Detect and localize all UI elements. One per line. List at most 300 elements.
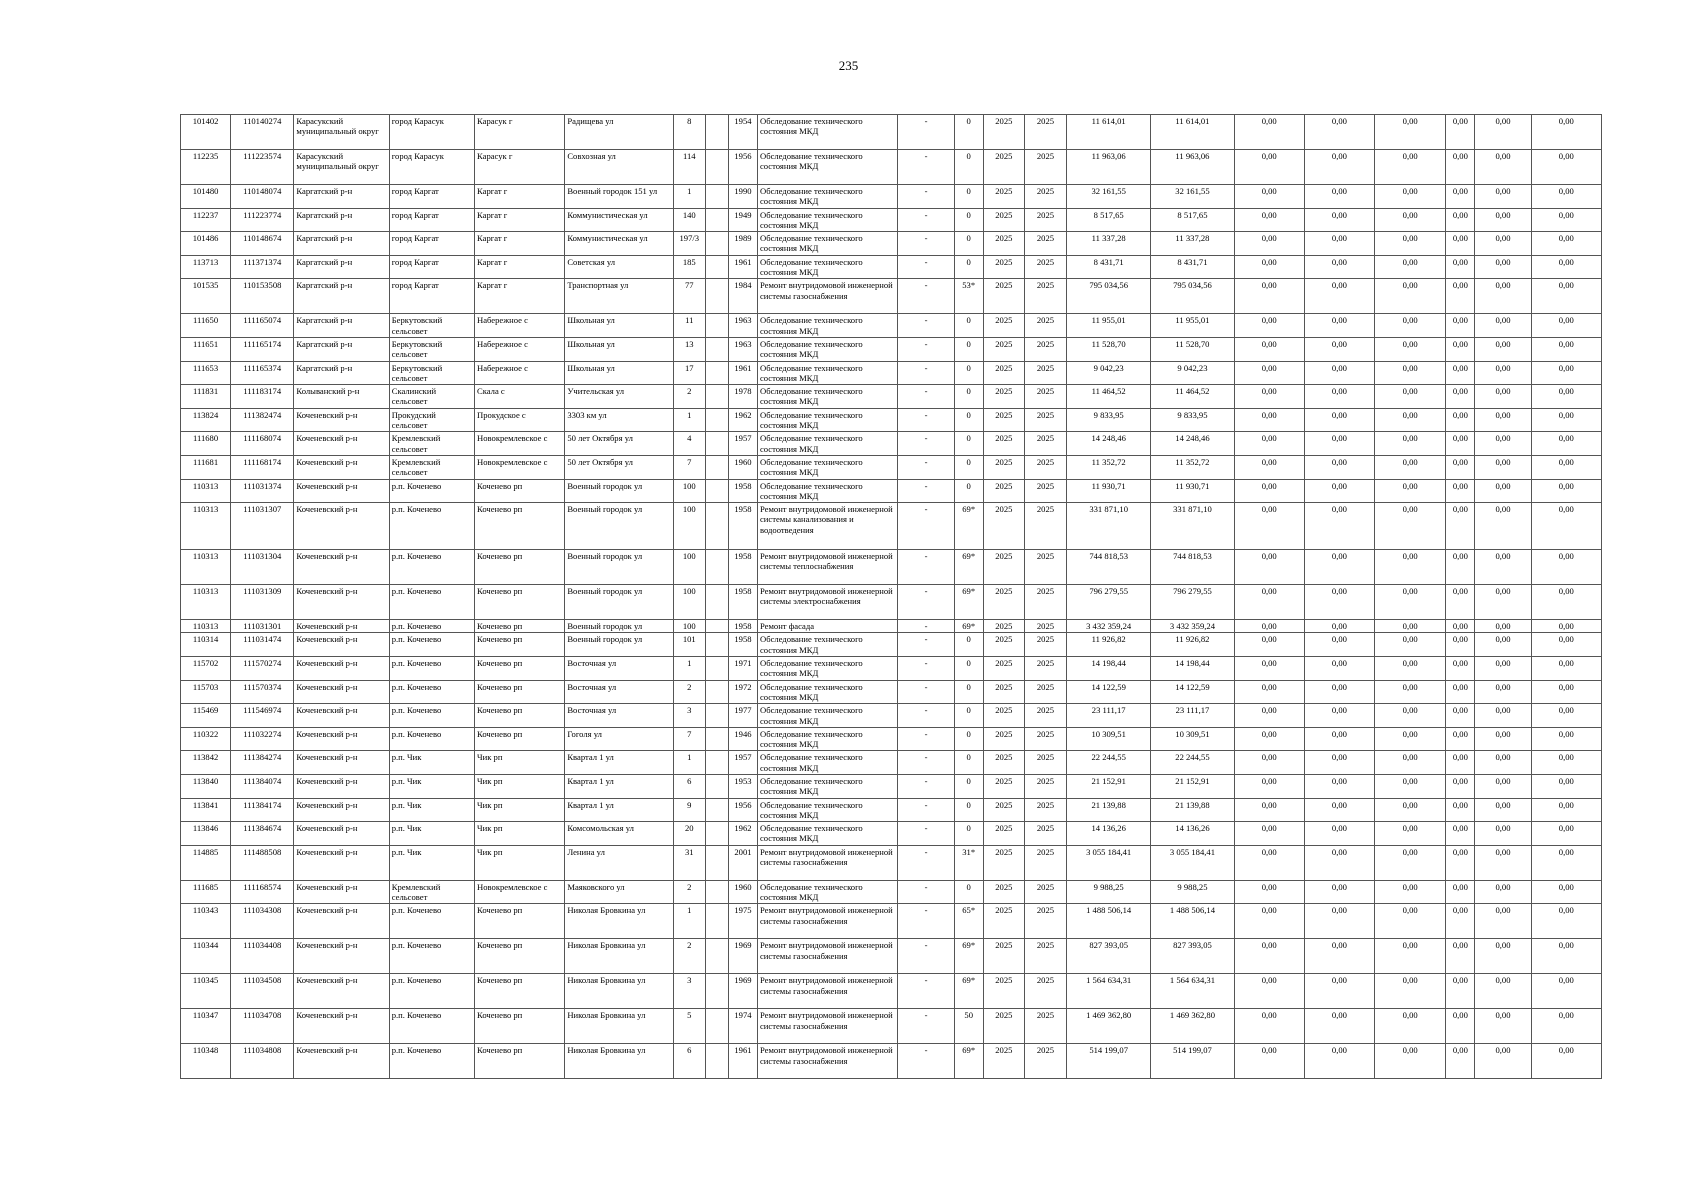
- cell-build-year: 2001: [728, 845, 757, 880]
- cell-work-type: Ремонт внутридомовой инженерной системы газоснабжения: [757, 974, 897, 1009]
- cell-building: [705, 255, 728, 279]
- cell-work-id: 111032274: [231, 727, 294, 751]
- cell-locality: Коченево рп: [475, 620, 565, 633]
- cell-federal-funds: 0,00: [1234, 751, 1304, 775]
- cell-work-type: Обследование технического состояния МКД: [757, 115, 897, 150]
- cell-settlement-unit: город Каргат: [389, 255, 474, 279]
- cell-street: Транспортная ул: [565, 279, 673, 314]
- table-row: [181, 208, 1602, 232]
- cell-street: Гоголя ул: [565, 727, 673, 751]
- cell-unit: -: [898, 751, 954, 775]
- cell-year-end: 2025: [1024, 880, 1066, 904]
- cell-total-cost: 9 988,25: [1067, 880, 1151, 904]
- cell-work-id: 111165074: [231, 314, 294, 338]
- cell-flag: 0,00: [1446, 279, 1475, 314]
- cell-total-cost: 11 930,71: [1067, 479, 1151, 503]
- cell-house-number: 100: [673, 550, 705, 585]
- table-row: [181, 232, 1602, 256]
- cell-fund-cost: 11 930,71: [1151, 479, 1234, 503]
- cell-federal-funds: 0,00: [1234, 503, 1304, 550]
- table-row: [181, 115, 1602, 150]
- cell-building: [705, 680, 728, 704]
- cell-municipality: Коченевский р-н: [294, 774, 389, 798]
- cell-street: Школьная ул: [565, 337, 673, 361]
- cell-year-end: 2025: [1024, 385, 1066, 409]
- cell-fund-cost: 32 161,55: [1151, 185, 1234, 209]
- cell-building: [705, 314, 728, 338]
- cell-federal-funds: 0,00: [1234, 822, 1304, 846]
- cell-other-funds: 0,00: [1531, 704, 1601, 728]
- cell-year-end: 2025: [1024, 479, 1066, 503]
- cell-fund-cost: 11 955,01: [1151, 314, 1234, 338]
- cell-locality: Скала с: [475, 385, 565, 409]
- cell-mkd-code: 110322: [181, 727, 231, 751]
- cell-house-number: 3: [673, 704, 705, 728]
- cell-wear-percent: 0: [954, 798, 983, 822]
- cell-year-start: 2025: [983, 479, 1024, 503]
- cell-owner-funds: 0,00: [1475, 232, 1531, 256]
- cell-house-number: 77: [673, 279, 705, 314]
- table-row: [181, 455, 1602, 479]
- cell-street: Николая Бровкина ул: [565, 974, 673, 1009]
- cell-settlement-unit: р.п. Коченево: [389, 633, 474, 657]
- table-row: [181, 408, 1602, 432]
- cell-settlement-unit: город Каргат: [389, 232, 474, 256]
- cell-locality: Прокудское с: [475, 408, 565, 432]
- cell-build-year: 1960: [728, 455, 757, 479]
- cell-unit: -: [898, 633, 954, 657]
- cell-build-year: 1949: [728, 208, 757, 232]
- cell-local-funds: 0,00: [1375, 208, 1446, 232]
- cell-total-cost: 8 431,71: [1067, 255, 1151, 279]
- cell-settlement-unit: р.п. Коченево: [389, 479, 474, 503]
- cell-year-start: 2025: [983, 503, 1024, 550]
- cell-building: [705, 704, 728, 728]
- cell-municipality: Коченевский р-н: [294, 1044, 389, 1079]
- cell-year-start: 2025: [983, 704, 1024, 728]
- cell-street: Квартал 1 ул: [565, 751, 673, 775]
- cell-build-year: 1978: [728, 385, 757, 409]
- cell-municipality: Каргатский р-н: [294, 185, 389, 209]
- cell-mkd-code: 113713: [181, 255, 231, 279]
- cell-fund-cost: 795 034,56: [1151, 279, 1234, 314]
- cell-mkd-code: 111681: [181, 455, 231, 479]
- cell-work-type: Ремонт фасада: [757, 620, 897, 633]
- cell-build-year: 1958: [728, 550, 757, 585]
- cell-year-end: 2025: [1024, 845, 1066, 880]
- cell-year-end: 2025: [1024, 337, 1066, 361]
- cell-local-funds: 0,00: [1375, 680, 1446, 704]
- cell-house-number: 17: [673, 361, 705, 385]
- cell-flag: 0,00: [1446, 904, 1475, 939]
- cell-unit: -: [898, 974, 954, 1009]
- cell-municipality: Коченевский р-н: [294, 550, 389, 585]
- cell-work-type: Ремонт внутридомовой инженерной системы газоснабжения: [757, 1044, 897, 1079]
- cell-work-id: 111031374: [231, 479, 294, 503]
- cell-street: Военный городок ул: [565, 585, 673, 620]
- cell-municipality: Коченевский р-н: [294, 479, 389, 503]
- cell-owner-funds: 0,00: [1475, 150, 1531, 185]
- table-row: [181, 657, 1602, 681]
- cell-build-year: 1971: [728, 657, 757, 681]
- cell-year-start: 2025: [983, 550, 1024, 585]
- cell-year-end: 2025: [1024, 279, 1066, 314]
- cell-local-funds: 0,00: [1375, 751, 1446, 775]
- cell-mkd-code: 110347: [181, 1009, 231, 1044]
- cell-year-start: 2025: [983, 432, 1024, 456]
- cell-other-funds: 0,00: [1531, 727, 1601, 751]
- cell-regional-funds: 0,00: [1304, 727, 1374, 751]
- cell-settlement-unit: р.п. Коченево: [389, 550, 474, 585]
- cell-total-cost: 795 034,56: [1067, 279, 1151, 314]
- cell-fund-cost: 1 564 634,31: [1151, 974, 1234, 1009]
- cell-wear-percent: 0: [954, 704, 983, 728]
- cell-local-funds: 0,00: [1375, 115, 1446, 150]
- cell-street: Радищева ул: [565, 115, 673, 150]
- cell-house-number: 100: [673, 503, 705, 550]
- cell-fund-cost: 10 309,51: [1151, 727, 1234, 751]
- cell-regional-funds: 0,00: [1304, 255, 1374, 279]
- cell-work-type: Обследование технического состояния МКД: [757, 704, 897, 728]
- cell-flag: 0,00: [1446, 208, 1475, 232]
- cell-local-funds: 0,00: [1375, 727, 1446, 751]
- cell-wear-percent: 0: [954, 150, 983, 185]
- cell-settlement-unit: р.п. Коченево: [389, 680, 474, 704]
- cell-year-end: 2025: [1024, 185, 1066, 209]
- cell-house-number: 1: [673, 185, 705, 209]
- cell-building: [705, 150, 728, 185]
- cell-year-start: 2025: [983, 361, 1024, 385]
- cell-local-funds: 0,00: [1375, 633, 1446, 657]
- cell-total-cost: 331 871,10: [1067, 503, 1151, 550]
- cell-flag: 0,00: [1446, 503, 1475, 550]
- cell-house-number: 2: [673, 939, 705, 974]
- cell-regional-funds: 0,00: [1304, 337, 1374, 361]
- cell-other-funds: 0,00: [1531, 479, 1601, 503]
- cell-build-year: 1957: [728, 751, 757, 775]
- cell-total-cost: 796 279,55: [1067, 585, 1151, 620]
- cell-locality: Коченево рп: [475, 633, 565, 657]
- cell-local-funds: 0,00: [1375, 1009, 1446, 1044]
- cell-street: Военный городок 151 ул: [565, 185, 673, 209]
- cell-work-id: 111223774: [231, 208, 294, 232]
- cell-build-year: 1962: [728, 822, 757, 846]
- cell-wear-percent: 69*: [954, 939, 983, 974]
- cell-owner-funds: 0,00: [1475, 279, 1531, 314]
- cell-house-number: 5: [673, 1009, 705, 1044]
- cell-federal-funds: 0,00: [1234, 633, 1304, 657]
- cell-fund-cost: 11 528,70: [1151, 337, 1234, 361]
- cell-year-start: 2025: [983, 314, 1024, 338]
- cell-unit: -: [898, 255, 954, 279]
- cell-flag: 0,00: [1446, 704, 1475, 728]
- table-row: [181, 1009, 1602, 1044]
- cell-owner-funds: 0,00: [1475, 408, 1531, 432]
- cell-year-end: 2025: [1024, 822, 1066, 846]
- cell-work-id: 110148674: [231, 232, 294, 256]
- cell-house-number: 1: [673, 408, 705, 432]
- cell-year-end: 2025: [1024, 585, 1066, 620]
- cell-work-type: Обследование технического состояния МКД: [757, 432, 897, 456]
- cell-mkd-code: 110313: [181, 550, 231, 585]
- cell-owner-funds: 0,00: [1475, 974, 1531, 1009]
- cell-unit: -: [898, 822, 954, 846]
- cell-year-end: 2025: [1024, 727, 1066, 751]
- cell-work-id: 111031474: [231, 633, 294, 657]
- cell-year-end: 2025: [1024, 432, 1066, 456]
- cell-settlement-unit: р.п. Коченево: [389, 503, 474, 550]
- cell-wear-percent: 0: [954, 314, 983, 338]
- cell-fund-cost: 22 244,55: [1151, 751, 1234, 775]
- cell-total-cost: 10 309,51: [1067, 727, 1151, 751]
- cell-municipality: Коченевский р-н: [294, 845, 389, 880]
- cell-total-cost: 11 614,01: [1067, 115, 1151, 150]
- cell-building: [705, 727, 728, 751]
- cell-other-funds: 0,00: [1531, 585, 1601, 620]
- cell-fund-cost: 3 432 359,24: [1151, 620, 1234, 633]
- cell-locality: Карасук г: [475, 115, 565, 150]
- cell-work-type: Обследование технического состояния МКД: [757, 361, 897, 385]
- cell-mkd-code: 111650: [181, 314, 231, 338]
- cell-mkd-code: 111685: [181, 880, 231, 904]
- cell-locality: Набережное с: [475, 314, 565, 338]
- page-number: 235: [838, 58, 859, 73]
- cell-locality: Чик рп: [475, 845, 565, 880]
- cell-building: [705, 503, 728, 550]
- cell-total-cost: 8 517,65: [1067, 208, 1151, 232]
- cell-other-funds: 0,00: [1531, 550, 1601, 585]
- cell-regional-funds: 0,00: [1304, 704, 1374, 728]
- cell-other-funds: 0,00: [1531, 115, 1601, 150]
- cell-year-start: 2025: [983, 798, 1024, 822]
- cell-owner-funds: 0,00: [1475, 385, 1531, 409]
- cell-municipality: Колыванский р-н: [294, 385, 389, 409]
- cell-total-cost: 744 818,53: [1067, 550, 1151, 585]
- cell-street: Совхозная ул: [565, 150, 673, 185]
- cell-fund-cost: 8 517,65: [1151, 208, 1234, 232]
- cell-local-funds: 0,00: [1375, 939, 1446, 974]
- cell-house-number: 2: [673, 385, 705, 409]
- cell-federal-funds: 0,00: [1234, 774, 1304, 798]
- cell-total-cost: 9 042,23: [1067, 361, 1151, 385]
- cell-street: Военный городок ул: [565, 633, 673, 657]
- cell-settlement-unit: р.п. Чик: [389, 774, 474, 798]
- cell-build-year: 1963: [728, 337, 757, 361]
- cell-settlement-unit: р.п. Коченево: [389, 1009, 474, 1044]
- cell-work-type: Обследование технического состояния МКД: [757, 657, 897, 681]
- cell-year-end: 2025: [1024, 904, 1066, 939]
- cell-mkd-code: 110348: [181, 1044, 231, 1079]
- cell-year-end: 2025: [1024, 633, 1066, 657]
- cell-flag: 0,00: [1446, 1009, 1475, 1044]
- cell-federal-funds: 0,00: [1234, 385, 1304, 409]
- table-row: [181, 798, 1602, 822]
- cell-year-end: 2025: [1024, 751, 1066, 775]
- cell-locality: Коченево рп: [475, 939, 565, 974]
- cell-work-type: Ремонт внутридомовой инженерной системы канализования и водоотведения: [757, 503, 897, 550]
- cell-regional-funds: 0,00: [1304, 880, 1374, 904]
- cell-work-id: 111384174: [231, 798, 294, 822]
- cell-regional-funds: 0,00: [1304, 680, 1374, 704]
- cell-mkd-code: 110313: [181, 585, 231, 620]
- cell-federal-funds: 0,00: [1234, 585, 1304, 620]
- cell-building: [705, 620, 728, 633]
- cell-work-id: 111384074: [231, 774, 294, 798]
- cell-unit: -: [898, 657, 954, 681]
- cell-fund-cost: 827 393,05: [1151, 939, 1234, 974]
- cell-local-funds: 0,00: [1375, 704, 1446, 728]
- cell-federal-funds: 0,00: [1234, 1044, 1304, 1079]
- cell-year-start: 2025: [983, 115, 1024, 150]
- cell-regional-funds: 0,00: [1304, 408, 1374, 432]
- cell-mkd-code: 115702: [181, 657, 231, 681]
- cell-fund-cost: 1 469 362,80: [1151, 1009, 1234, 1044]
- cell-local-funds: 0,00: [1375, 798, 1446, 822]
- cell-fund-cost: 9 833,95: [1151, 408, 1234, 432]
- cell-settlement-unit: р.п. Чик: [389, 822, 474, 846]
- cell-settlement-unit: Кремлевский сельсовет: [389, 455, 474, 479]
- cell-year-end: 2025: [1024, 974, 1066, 1009]
- cell-building: [705, 974, 728, 1009]
- cell-local-funds: 0,00: [1375, 620, 1446, 633]
- cell-mkd-code: 114885: [181, 845, 231, 880]
- cell-other-funds: 0,00: [1531, 1044, 1601, 1079]
- cell-regional-funds: 0,00: [1304, 314, 1374, 338]
- cell-owner-funds: 0,00: [1475, 620, 1531, 633]
- cell-year-end: 2025: [1024, 774, 1066, 798]
- cell-house-number: 20: [673, 822, 705, 846]
- cell-year-start: 2025: [983, 232, 1024, 256]
- cell-unit: -: [898, 550, 954, 585]
- cell-settlement-unit: р.п. Коченево: [389, 657, 474, 681]
- cell-unit: -: [898, 314, 954, 338]
- cell-locality: Коченево рп: [475, 704, 565, 728]
- cell-other-funds: 0,00: [1531, 1009, 1601, 1044]
- cell-municipality: Карасукский муниципальный округ: [294, 150, 389, 185]
- cell-work-id: 111168074: [231, 432, 294, 456]
- cell-work-id: 111384274: [231, 751, 294, 775]
- cell-settlement-unit: р.п. Чик: [389, 845, 474, 880]
- cell-flag: 0,00: [1446, 314, 1475, 338]
- cell-build-year: 1977: [728, 704, 757, 728]
- cell-work-type: Обследование технического состояния МКД: [757, 185, 897, 209]
- cell-regional-funds: 0,00: [1304, 115, 1374, 150]
- cell-mkd-code: 110344: [181, 939, 231, 974]
- cell-local-funds: 0,00: [1375, 657, 1446, 681]
- table-row: [181, 337, 1602, 361]
- cell-total-cost: 11 464,52: [1067, 385, 1151, 409]
- cell-fund-cost: 744 818,53: [1151, 550, 1234, 585]
- cell-other-funds: 0,00: [1531, 620, 1601, 633]
- cell-owner-funds: 0,00: [1475, 337, 1531, 361]
- cell-total-cost: 514 199,07: [1067, 1044, 1151, 1079]
- cell-unit: -: [898, 185, 954, 209]
- cell-other-funds: 0,00: [1531, 503, 1601, 550]
- cell-work-type: Обследование технического состояния МКД: [757, 822, 897, 846]
- cell-owner-funds: 0,00: [1475, 314, 1531, 338]
- cell-wear-percent: 69*: [954, 974, 983, 1009]
- cell-house-number: 2: [673, 880, 705, 904]
- cell-fund-cost: 11 337,28: [1151, 232, 1234, 256]
- cell-building: [705, 455, 728, 479]
- cell-flag: 0,00: [1446, 798, 1475, 822]
- cell-local-funds: 0,00: [1375, 432, 1446, 456]
- cell-regional-funds: 0,00: [1304, 503, 1374, 550]
- cell-federal-funds: 0,00: [1234, 115, 1304, 150]
- cell-federal-funds: 0,00: [1234, 727, 1304, 751]
- cell-flag: 0,00: [1446, 479, 1475, 503]
- cell-total-cost: 14 248,46: [1067, 432, 1151, 456]
- cell-work-id: 111223574: [231, 150, 294, 185]
- cell-settlement-unit: р.п. Коченево: [389, 704, 474, 728]
- cell-street: Восточная ул: [565, 680, 673, 704]
- cell-street: 50 лет Октября ул: [565, 432, 673, 456]
- cell-federal-funds: 0,00: [1234, 208, 1304, 232]
- cell-work-id: 110148074: [231, 185, 294, 209]
- cell-fund-cost: 21 139,88: [1151, 798, 1234, 822]
- cell-regional-funds: 0,00: [1304, 208, 1374, 232]
- table-row: [181, 1044, 1602, 1079]
- cell-unit: -: [898, 845, 954, 880]
- cell-owner-funds: 0,00: [1475, 503, 1531, 550]
- cell-municipality: Коченевский р-н: [294, 633, 389, 657]
- cell-mkd-code: 112235: [181, 150, 231, 185]
- cell-municipality: Коченевский р-н: [294, 704, 389, 728]
- cell-regional-funds: 0,00: [1304, 232, 1374, 256]
- cell-house-number: 7: [673, 727, 705, 751]
- cell-federal-funds: 0,00: [1234, 361, 1304, 385]
- cell-work-type: Ремонт внутридомовой инженерной системы электроснабжения: [757, 585, 897, 620]
- cell-other-funds: 0,00: [1531, 657, 1601, 681]
- cell-flag: 0,00: [1446, 1044, 1475, 1079]
- cell-unit: -: [898, 455, 954, 479]
- cell-street: 50 лет Октября ул: [565, 455, 673, 479]
- cell-street: Николая Бровкина ул: [565, 1009, 673, 1044]
- cell-federal-funds: 0,00: [1234, 845, 1304, 880]
- cell-flag: 0,00: [1446, 408, 1475, 432]
- cell-locality: Набережное с: [475, 337, 565, 361]
- cell-settlement-unit: город Каргат: [389, 279, 474, 314]
- cell-building: [705, 361, 728, 385]
- cell-federal-funds: 0,00: [1234, 939, 1304, 974]
- cell-unit: -: [898, 432, 954, 456]
- cell-regional-funds: 0,00: [1304, 150, 1374, 185]
- cell-mkd-code: 113840: [181, 774, 231, 798]
- cell-fund-cost: 14 122,59: [1151, 680, 1234, 704]
- cell-fund-cost: 8 431,71: [1151, 255, 1234, 279]
- cell-build-year: 1969: [728, 974, 757, 1009]
- cell-year-start: 2025: [983, 657, 1024, 681]
- cell-total-cost: 9 833,95: [1067, 408, 1151, 432]
- cell-unit: -: [898, 385, 954, 409]
- cell-municipality: Коченевский р-н: [294, 432, 389, 456]
- cell-house-number: 8: [673, 115, 705, 150]
- cell-wear-percent: 0: [954, 680, 983, 704]
- cell-building: [705, 185, 728, 209]
- cell-fund-cost: 9 988,25: [1151, 880, 1234, 904]
- cell-locality: Коченево рп: [475, 974, 565, 1009]
- cell-federal-funds: 0,00: [1234, 432, 1304, 456]
- cell-settlement-unit: Прокудский сельсовет: [389, 408, 474, 432]
- cell-mkd-code: 113846: [181, 822, 231, 846]
- cell-locality: Каргат г: [475, 279, 565, 314]
- cell-locality: Каргат г: [475, 255, 565, 279]
- cell-locality: Коченево рп: [475, 727, 565, 751]
- cell-locality: Чик рп: [475, 822, 565, 846]
- cell-mkd-code: 110313: [181, 503, 231, 550]
- cell-flag: 0,00: [1446, 774, 1475, 798]
- cell-total-cost: 1 469 362,80: [1067, 1009, 1151, 1044]
